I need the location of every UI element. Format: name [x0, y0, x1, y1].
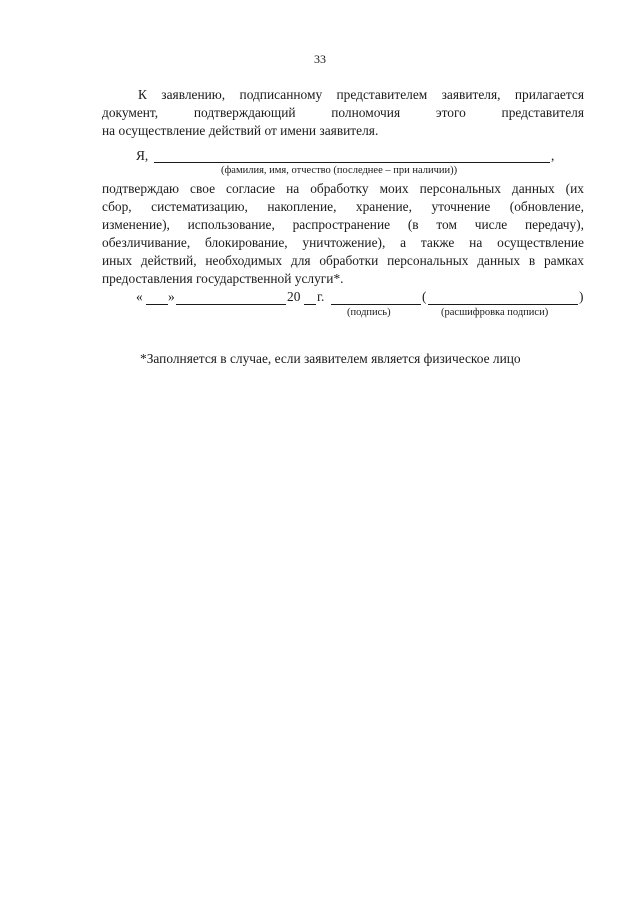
attachment-paragraph-line-2: документ, подтверждающий полномочия этого представителя — [102, 105, 584, 120]
ya-label: Я, — [136, 148, 149, 163]
signature-field[interactable] — [331, 304, 421, 305]
signature-hint: (подпись) — [347, 307, 391, 318]
footnote: *Заполняется в случае, если заявителем является физическое лицо — [140, 351, 521, 366]
date-open-quote: « — [136, 289, 143, 304]
signature-decoding-field[interactable] — [428, 304, 578, 305]
day-field[interactable] — [146, 304, 168, 305]
attachment-paragraph-line-1: К заявлению, подписанному представителем заявителя, прилагается — [138, 87, 584, 102]
page-number: 33 — [314, 52, 326, 66]
consent-line: подтверждаю свое согласие на обработку моих персональных данных (их — [102, 181, 584, 196]
consent-line: обезличивание, блокирование, уничтожение), а также на осуществление — [102, 235, 584, 250]
fio-comma: , — [551, 148, 555, 163]
open-paren: ( — [422, 289, 427, 304]
consent-line: изменение), использование, распространение (в том числе передачу), — [102, 217, 584, 232]
year-prefix: 20 — [287, 289, 301, 304]
close-paren: ) — [579, 289, 584, 304]
year-field[interactable] — [304, 304, 316, 305]
fio-hint: (фамилия, имя, отчество (последнее – при наличии)) — [221, 165, 458, 176]
consent-line: иных действий, необходимых для обработки персональных данных в рамках — [102, 253, 584, 268]
consent-paragraph — [102, 180, 584, 288]
attachment-paragraph-line-3: на осуществление действий от имени заявителя. — [102, 123, 379, 138]
consent-line: сбор, систематизацию, накопление, хранение, уточнение (обновление, — [102, 199, 584, 214]
year-suffix: г. — [317, 289, 325, 304]
month-field[interactable] — [176, 304, 286, 305]
fio-field[interactable] — [154, 162, 550, 163]
date-close-quote: » — [168, 289, 175, 304]
decoding-hint: (расшифровка подписи) — [441, 307, 549, 318]
consent-line: предоставления государственной услуги*. — [102, 271, 344, 286]
